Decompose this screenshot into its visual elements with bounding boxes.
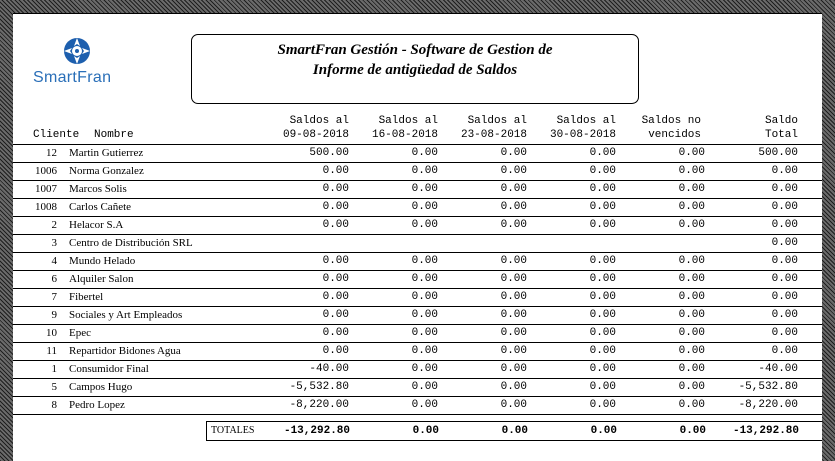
client-id: 10 xyxy=(46,327,57,339)
saldo-16-08: 0.00 xyxy=(411,219,438,231)
client-id: 11 xyxy=(46,345,57,357)
saldo-23-08: 0.00 xyxy=(500,345,527,357)
client-name: Repartidor Bidones Agua xyxy=(69,345,181,357)
saldo-09-08: -40.00 xyxy=(309,363,349,375)
total-saldo-23-08: 0.00 xyxy=(501,425,528,437)
client-id: 12 xyxy=(46,147,57,159)
client-name: Helacor S.A xyxy=(69,219,124,231)
logo-mark-icon xyxy=(61,35,93,67)
saldo-30-08: 0.00 xyxy=(589,273,616,285)
saldo-23-08 xyxy=(439,235,527,252)
saldo-09-08: 0.00 xyxy=(322,291,349,303)
header-saldo-23-08: Saldos al 23-08-2018 xyxy=(460,115,527,141)
saldo-30-08: 0.00 xyxy=(589,309,616,321)
saldo-total: 0.00 xyxy=(771,345,798,357)
saldo-23-08: 0.00 xyxy=(500,327,527,339)
saldo-23-08: 0.00 xyxy=(500,309,527,321)
saldo-total: 0.00 xyxy=(771,291,798,303)
page-top-border xyxy=(13,13,822,14)
saldo-23-08: 0.00 xyxy=(500,381,527,393)
saldo-total: 0.00 xyxy=(771,237,798,249)
client-name: Mundo Helado xyxy=(69,255,136,267)
saldos-no-vencidos: 0.00 xyxy=(678,255,705,267)
saldo-09-08: 500.00 xyxy=(309,147,349,159)
client-name: Marcos Solis xyxy=(69,183,127,195)
saldo-total: 0.00 xyxy=(771,255,798,267)
table-row xyxy=(13,271,822,289)
table-row xyxy=(13,361,822,379)
saldo-09-08: 0.00 xyxy=(322,201,349,213)
header-saldo-09-08: Saldos al 09-08-2018 xyxy=(282,115,349,141)
saldo-23-08: 0.00 xyxy=(500,219,527,231)
report-title-box xyxy=(191,34,639,104)
saldo-23-08: 0.00 xyxy=(500,147,527,159)
table-row xyxy=(13,379,822,397)
saldos-no-vencidos xyxy=(617,235,705,252)
saldo-09-08: 0.00 xyxy=(322,345,349,357)
saldo-30-08: 0.00 xyxy=(589,219,616,231)
saldo-16-08: 0.00 xyxy=(411,183,438,195)
saldo-09-08: 0.00 xyxy=(322,327,349,339)
saldo-16-08: 0.00 xyxy=(411,399,438,411)
saldo-09-08: 0.00 xyxy=(322,165,349,177)
total-saldo-09-08: -13,292.80 xyxy=(283,425,350,437)
client-name: Alquiler Salon xyxy=(69,273,134,285)
table-row xyxy=(13,253,822,271)
client-id: 1007 xyxy=(35,183,57,195)
saldos-no-vencidos: 0.00 xyxy=(678,147,705,159)
smartfran-logo xyxy=(31,35,131,95)
client-name: Carlos Cañete xyxy=(69,201,132,213)
saldo-09-08: 0.00 xyxy=(322,255,349,267)
saldo-09-08: -5,532.80 xyxy=(289,381,349,393)
header-saldo-30-08: Saldos al 30-08-2018 xyxy=(549,115,616,141)
saldo-23-08: 0.00 xyxy=(500,201,527,213)
client-id: 1 xyxy=(51,363,57,375)
saldos-no-vencidos: 0.00 xyxy=(678,201,705,213)
saldo-30-08: 0.00 xyxy=(589,363,616,375)
total-saldos-no-vencidos: 0.00 xyxy=(679,425,706,437)
header-cliente: Cliente xyxy=(33,129,80,141)
saldo-23-08: 0.00 xyxy=(500,183,527,195)
saldo-23-08: 0.00 xyxy=(500,165,527,177)
total-saldo-total: -13,292.80 xyxy=(732,425,799,437)
saldo-16-08: 0.00 xyxy=(411,147,438,159)
saldo-30-08: 0.00 xyxy=(589,255,616,267)
client-id: 9 xyxy=(51,309,57,321)
saldos-no-vencidos: 0.00 xyxy=(678,345,705,357)
header-saldos-no-vencidos: Saldos no vencidos xyxy=(641,115,701,141)
saldos-no-vencidos: 0.00 xyxy=(678,363,705,375)
saldo-16-08: 0.00 xyxy=(411,381,438,393)
saldos-no-vencidos: 0.00 xyxy=(678,219,705,231)
report-title: SmartFran Gestión - Software de Gestion de xyxy=(277,42,553,58)
saldos-no-vencidos: 0.00 xyxy=(678,291,705,303)
saldos-no-vencidos: 0.00 xyxy=(678,273,705,285)
client-name: Pedro Lopez xyxy=(69,399,125,411)
saldo-30-08: 0.00 xyxy=(589,399,616,411)
saldo-total: 0.00 xyxy=(771,309,798,321)
totals-row xyxy=(206,421,822,441)
report-subtitle: Informe de antigüedad de Saldos xyxy=(312,62,518,78)
saldo-total: -5,532.80 xyxy=(738,381,798,393)
saldo-30-08 xyxy=(528,235,616,252)
saldos-no-vencidos: 0.00 xyxy=(678,309,705,321)
saldo-09-08: -8,220.00 xyxy=(289,399,349,411)
client-id: 5 xyxy=(51,381,57,393)
header-saldo-total: Saldo Total xyxy=(764,115,798,141)
client-id: 1008 xyxy=(35,201,57,213)
saldo-16-08: 0.00 xyxy=(411,201,438,213)
saldo-16-08: 0.00 xyxy=(411,165,438,177)
saldos-no-vencidos: 0.00 xyxy=(678,183,705,195)
saldos-no-vencidos: 0.00 xyxy=(678,381,705,393)
client-name: Centro de Distribución SRL xyxy=(69,237,193,249)
saldo-total: -8,220.00 xyxy=(738,399,798,411)
table-row xyxy=(13,397,822,415)
saldo-23-08: 0.00 xyxy=(500,399,527,411)
client-id: 7 xyxy=(51,291,57,303)
saldo-total: 0.00 xyxy=(771,201,798,213)
report-rows xyxy=(13,145,822,415)
header-nombre: Nombre xyxy=(94,129,134,141)
saldos-no-vencidos: 0.00 xyxy=(678,399,705,411)
saldo-09-08: 0.00 xyxy=(322,273,349,285)
saldo-total: 0.00 xyxy=(771,183,798,195)
saldo-23-08: 0.00 xyxy=(500,273,527,285)
client-id: 3 xyxy=(51,237,57,249)
client-name: Campos Hugo xyxy=(69,381,133,393)
saldos-no-vencidos: 0.00 xyxy=(678,165,705,177)
total-saldo-30-08: 0.00 xyxy=(590,425,617,437)
saldo-16-08: 0.00 xyxy=(411,291,438,303)
client-name: Sociales y Art Empleados xyxy=(69,309,183,321)
column-headers xyxy=(13,114,822,144)
table-row xyxy=(13,325,822,343)
saldo-09-08: 0.00 xyxy=(322,309,349,321)
saldo-total: 0.00 xyxy=(771,219,798,231)
client-name: Norma Gonzalez xyxy=(69,165,144,177)
saldo-30-08: 0.00 xyxy=(589,381,616,393)
table-row xyxy=(13,307,822,325)
saldo-16-08: 0.00 xyxy=(411,255,438,267)
saldo-16-08: 0.00 xyxy=(411,327,438,339)
saldo-30-08: 0.00 xyxy=(589,291,616,303)
table-row xyxy=(13,163,822,181)
client-id: 2 xyxy=(51,219,57,231)
saldo-30-08: 0.00 xyxy=(589,201,616,213)
saldo-total: 0.00 xyxy=(771,273,798,285)
saldo-16-08: 0.00 xyxy=(411,309,438,321)
client-name: Consumidor Final xyxy=(69,363,149,375)
saldo-16-08 xyxy=(350,235,438,252)
table-row xyxy=(13,343,822,361)
client-id: 4 xyxy=(51,255,57,267)
client-id: 6 xyxy=(51,273,57,285)
saldo-30-08: 0.00 xyxy=(589,165,616,177)
saldo-16-08: 0.00 xyxy=(411,273,438,285)
client-name: Martin Gutierrez xyxy=(69,147,144,159)
saldo-23-08: 0.00 xyxy=(500,255,527,267)
client-id: 8 xyxy=(51,399,57,411)
totals-label: TOTALES xyxy=(211,425,255,436)
saldo-09-08: 0.00 xyxy=(322,183,349,195)
saldo-09-08: 0.00 xyxy=(322,219,349,231)
saldo-16-08: 0.00 xyxy=(411,345,438,357)
logo-text: SmartFran xyxy=(33,69,112,86)
table-row xyxy=(13,289,822,307)
saldo-total: 0.00 xyxy=(771,165,798,177)
saldo-30-08: 0.00 xyxy=(589,147,616,159)
table-row xyxy=(13,217,822,235)
saldo-30-08: 0.00 xyxy=(589,183,616,195)
saldo-09-08 xyxy=(263,235,349,252)
saldo-30-08: 0.00 xyxy=(589,345,616,357)
saldo-30-08: 0.00 xyxy=(589,327,616,339)
total-saldo-16-08: 0.00 xyxy=(412,425,439,437)
client-name: Fibertel xyxy=(69,291,104,303)
client-name: Epec xyxy=(69,327,91,339)
client-id: 1006 xyxy=(35,165,57,177)
saldo-total: -40.00 xyxy=(758,363,798,375)
saldos-no-vencidos: 0.00 xyxy=(678,327,705,339)
saldo-23-08: 0.00 xyxy=(500,291,527,303)
table-row xyxy=(13,199,822,217)
saldo-16-08: 0.00 xyxy=(411,363,438,375)
table-row xyxy=(13,181,822,199)
table-row xyxy=(13,145,822,163)
saldo-23-08: 0.00 xyxy=(500,363,527,375)
header-saldo-16-08: Saldos al 16-08-2018 xyxy=(371,115,438,141)
report-page xyxy=(13,13,822,461)
saldo-total: 0.00 xyxy=(771,327,798,339)
saldo-total: 500.00 xyxy=(758,147,798,159)
table-row xyxy=(13,235,822,253)
